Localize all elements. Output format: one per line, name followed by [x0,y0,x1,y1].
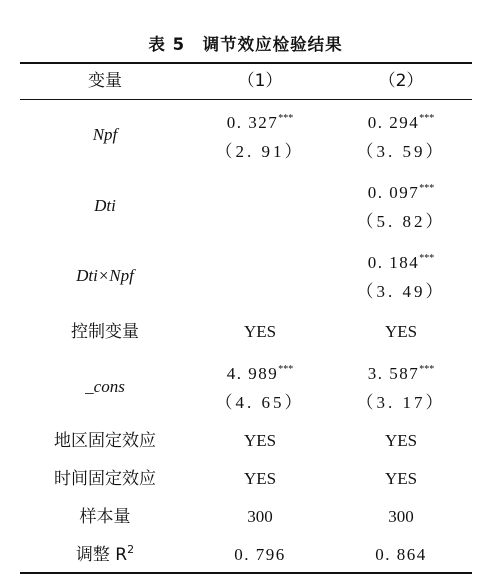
region-fe-col2: YES [384,431,418,450]
cons-col2-tstat: （3. 17） [356,393,446,412]
time-fe-col2: YES [384,469,418,488]
row-label-region-fe: 地区固定效应 [54,431,156,451]
dti-col2-coef: 0. 097*** [367,183,435,202]
row-label-adj-r2: 调整 $R^2$ [75,543,135,565]
dti-npf-col2-coef: 0. 184*** [367,253,435,272]
npf-col2-tstat: （3. 59） [356,142,446,161]
time-fe-col1: YES [243,469,277,488]
row-label-sample-size: 样本量 [79,507,131,527]
adj-r2-col1: 0. 796 [234,545,286,564]
header-column-2: （2） [378,71,424,91]
row-label-dti-x-npf: Dti×Npf [76,266,134,285]
cons-col1-coef: 4. 989*** [226,364,294,383]
row-label-cons: _cons [85,377,125,396]
sample-size-col2: 300 [388,507,414,526]
table-title: 表 5 调节效应检验结果 [148,35,343,54]
header-rule [20,99,472,100]
bottom-rule [20,572,472,574]
region-fe-col1: YES [243,431,277,450]
row-label-dti: Dti [94,196,116,215]
sample-size-col1: 300 [247,507,273,526]
controls-col2: YES [384,322,418,341]
npf-col1-coef: 0. 327*** [226,113,294,132]
top-rule [20,62,472,64]
cons-col2-coef: 3. 587*** [367,364,435,383]
row-label-time-fe: 时间固定效应 [54,469,156,489]
dti-col2-tstat: （5. 82） [356,212,446,231]
npf-col2-coef: 0. 294*** [367,113,435,132]
dti-npf-col2-tstat: （3. 49） [356,282,446,301]
header-column-1: （1） [237,71,283,91]
npf-col1-tstat: （2. 91） [215,142,305,161]
adj-r2-col2: 0. 864 [375,545,427,564]
row-label-npf: Npf [92,125,118,144]
cons-col1-tstat: （4. 65） [215,393,305,412]
controls-col1: YES [243,322,277,341]
header-variable: 变量 [88,71,122,91]
row-label-controls: 控制变量 [71,322,139,342]
